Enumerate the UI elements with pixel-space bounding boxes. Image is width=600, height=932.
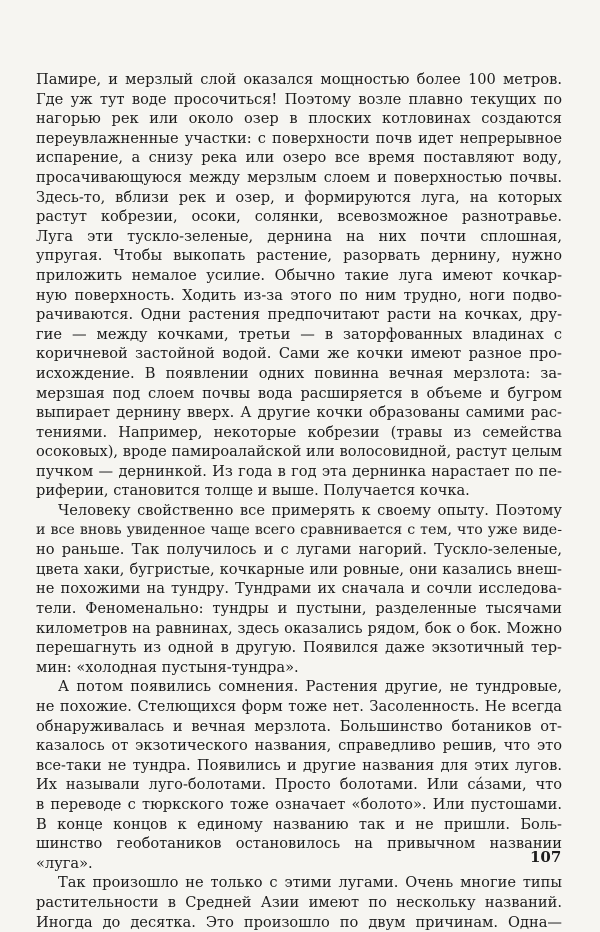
text-line: Где уж тут воде просочиться! Поэтому возле плавно текущих по: [36, 90, 562, 108]
text-line: Их называли луго-болотами. Просто болотами. Или сáзами, что: [36, 776, 562, 794]
text-line: растительности в Средней Азии имеют по нескольку названий.: [36, 893, 562, 911]
text-line: все-таки не тундра. Появились и другие названия для этих лугов.: [36, 756, 562, 774]
text-line: в переводе с тюркского тоже означает «болото». Или пустошами.: [36, 795, 562, 813]
text-line: исхождение. В появлении одних повинна вечная мерзлота: за-: [36, 364, 562, 382]
paragraph: [36, 873, 562, 932]
text-line: нагорью рек или около озер в плоских котловинах создаются: [36, 110, 562, 128]
text-line: В конце концов к единому названию так и не пришли. Боль-: [36, 815, 562, 833]
body-text: [36, 70, 562, 932]
text-line: рачиваются. Одни растения предпочитают расти на кочках, дру-: [36, 306, 562, 324]
paragraph: [36, 677, 562, 873]
text-line: выпирает дернину вверх. А другие кочки образованы самими рас-: [36, 404, 562, 422]
text-line: Здесь-то, вблизи рек и озер, и формируются луга, на которых: [36, 188, 562, 206]
text-line: тели. Феноменально: тундры и пустыни, разделенные тысячами: [36, 600, 562, 618]
text-line: осоковых), вроде памироалайской или волосовидной, растут целым: [36, 443, 562, 461]
text-line: километров на равнинах, здесь оказались рядом, бок о бок. Можно: [36, 619, 562, 637]
text-line: испарение, а снизу река или озеро все время поставляют воду,: [36, 149, 562, 167]
text-line: «луга».: [36, 854, 93, 872]
text-line: Луга эти тускло-зеленые, дернина на них почти сплошная,: [36, 227, 562, 245]
text-line: не похожими на тундру. Тундрами их сначала и сочли исследова-: [36, 580, 562, 598]
paragraph: [36, 501, 562, 677]
text-line: упругая. Чтобы выкопать растение, разорвать дернину, нужно: [36, 247, 562, 265]
text-line: тениями. Например, некоторые кобрезии (травы из семейства: [36, 423, 562, 441]
text-line: гие — между кочками, третьи — в заторфованных владинах с: [36, 325, 562, 343]
text-line: Памире, и мерзлый слой оказался мощностью более 100 метров.: [36, 71, 562, 88]
text-line: и все вновь увиденное чаще всего сравнивается с тем, что уже виде-: [36, 521, 562, 538]
text-line: перешагнуть из одной в другую. Появился даже экзотичный тер-: [36, 639, 562, 657]
text-line: А потом появились сомнения. Растения другие, не тундровые,: [58, 678, 562, 696]
text-line: обнаруживалась и вечная мерзлота. Большинство ботаников от-: [36, 717, 562, 735]
text-line: но раньше. Так получилось и с лугами нагорий. Тускло-зеленые,: [36, 541, 562, 559]
text-line: просачивающуюся между мерзлым слоем и поверхностью почвы.: [36, 168, 562, 186]
text-line: мерзшая под слоем почвы вода расширяется в объеме и бугром: [36, 384, 562, 402]
text-line: казалось от экзотического названия, справедливо решив, что это: [36, 737, 562, 755]
text-line: мин: «холодная пустыня-тундра».: [36, 658, 299, 676]
text-line: растут кобрезии, осоки, солянки, всевозможное разнотравье.: [36, 208, 562, 226]
paragraph: [36, 70, 562, 501]
page-number: 107: [530, 848, 562, 866]
text-line: шинство геоботаников остановилось на привычном названии: [36, 835, 562, 853]
text-line: Человеку свойственно все примерять к своему опыту. Поэтому: [58, 502, 562, 520]
text-line: риферии, становится толще и выше. Получается кочка.: [36, 482, 470, 500]
text-line: цвета хаки, бугристые, кочкарные или ровные, они казались внеш-: [36, 560, 562, 578]
text-line: переувлажненные участки: с поверхности почв идет непрерывное: [36, 129, 562, 147]
text-line: пучком — дернинкой. Из года в год эта дернинка нарастает по пе-: [36, 462, 562, 480]
text-line: коричневой застойной водой. Сами же кочки имеют разное про-: [36, 345, 562, 363]
text-line: приложить немалое усилие. Обычно такие луга имеют кочкар-: [36, 266, 562, 284]
text-line: Иногда до десятка. Это произошло по двум причинам. Одна—: [36, 913, 562, 931]
text-line: Так произошло не только с этими лугами. Очень многие типы: [58, 874, 562, 892]
text-line: ную поверхность. Ходить из-за этого по ним трудно, ноги подво-: [36, 286, 562, 304]
text-line: не похожие. Стелющихся форм тоже нет. Засоленность. Не всегда: [36, 698, 562, 715]
